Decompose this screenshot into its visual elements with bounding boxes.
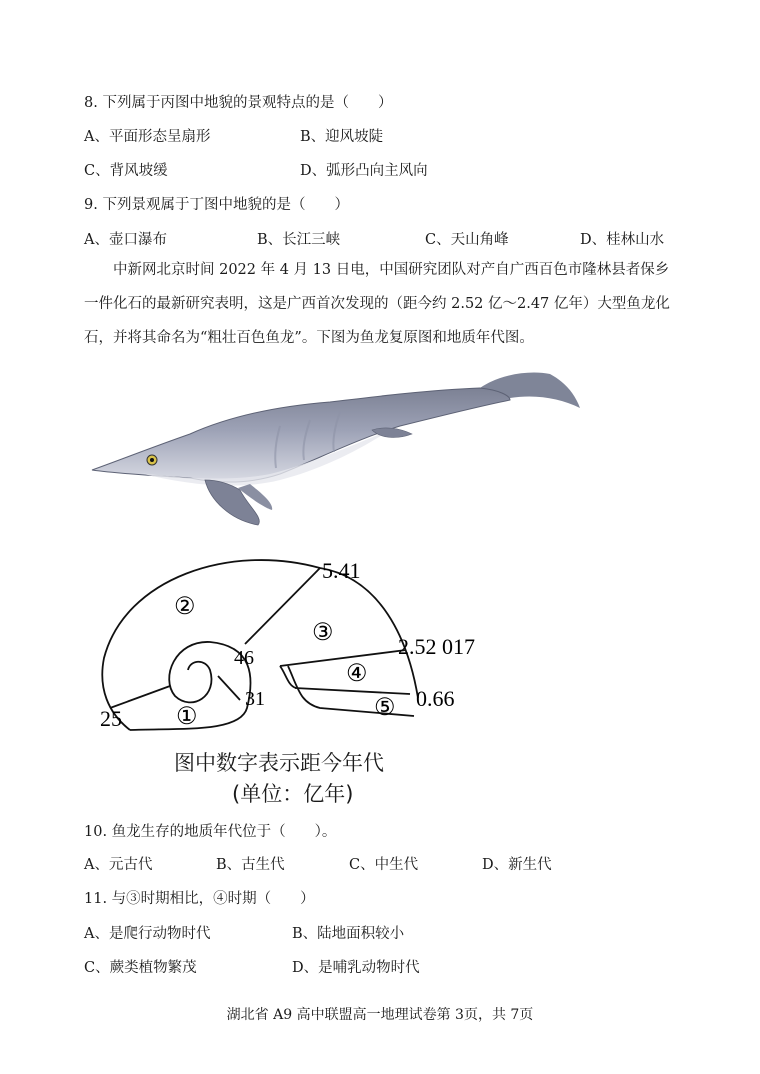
passage-line-2: 一件化石的最新研究表明，这是广西首次发现的（距今约 2.52 亿～2.47 亿年）大型鱼龙化 bbox=[84, 296, 670, 312]
q11-stem: 11. 与③时期相比，④时期（ ） bbox=[84, 891, 315, 907]
label-31: 31 bbox=[245, 688, 265, 710]
page-footer: 湖北省 A9 高中联盟高一地理试卷第 3页，共 7页 bbox=[226, 1007, 534, 1023]
era-1-marker: ① bbox=[176, 704, 198, 730]
boundary-31 bbox=[218, 676, 240, 700]
q10-option-d[interactable]: D、新生代 bbox=[482, 857, 552, 873]
boundary-25 bbox=[110, 686, 170, 708]
q10-option-a[interactable]: A、元古代 bbox=[84, 857, 153, 873]
q10-option-b[interactable]: B、古生代 bbox=[216, 857, 285, 873]
label-46: 46 bbox=[234, 647, 254, 669]
spiral-right-curve bbox=[320, 568, 418, 698]
q9-stem: 9. 下列景观属于丁图中地貌的是（ ） bbox=[84, 197, 349, 213]
q10-stem: 10. 鱼龙生存的地质年代位于（ ）。 bbox=[84, 824, 337, 840]
q11-option-c[interactable]: C、蕨类植物繁茂 bbox=[84, 960, 197, 976]
passage-line-1: 中新网北京时间 2022 年 4 月 13 日电，中国研究团队对产自广西百色市隆林县者保乡 bbox=[84, 262, 670, 278]
passage bbox=[84, 253, 684, 355]
q8-stem: 8. 下列属于丙图中地貌的景观特点的是（ ） bbox=[84, 95, 393, 111]
era-2-marker: ② bbox=[174, 594, 196, 620]
boundary-541 bbox=[245, 568, 320, 644]
label-0-66: 0.66 bbox=[416, 686, 455, 711]
q9-option-a[interactable]: A、壶口瀑布 bbox=[84, 232, 167, 248]
q11-option-a[interactable]: A、是爬行动物时代 bbox=[84, 926, 211, 942]
q9-option-c[interactable]: C、天山角峰 bbox=[425, 232, 509, 248]
ichthyosaur-illustration bbox=[80, 360, 590, 535]
spiral-outer-curve bbox=[102, 560, 320, 730]
q8-option-a[interactable]: A、平面形态呈扇形 bbox=[84, 129, 211, 145]
label-2-52: 2.52 bbox=[398, 634, 437, 659]
q9-option-b[interactable]: B、长江三峡 bbox=[257, 232, 341, 248]
era-4-marker: ④ bbox=[346, 661, 368, 687]
label-017: 017 bbox=[442, 634, 475, 659]
q8-option-c[interactable]: C、背风坡缓 bbox=[84, 163, 168, 179]
boundary-252 bbox=[280, 650, 406, 666]
q9-option-d[interactable]: D、桂林山水 bbox=[580, 232, 665, 248]
era-3-marker: ③ bbox=[312, 620, 334, 646]
label-5-41: 5.41 bbox=[322, 558, 361, 583]
passage-line-3: 石，并将其命名为“粗壮百色鱼龙”。下图为鱼龙复原图和地质年代图。 bbox=[84, 330, 534, 346]
geologic-time-spiral bbox=[90, 548, 480, 738]
diagram-unit: (单位：亿年) bbox=[232, 782, 354, 806]
boundary-4-5-top bbox=[295, 688, 410, 694]
label-25: 25 bbox=[100, 706, 122, 731]
q8-option-b[interactable]: B、迎风坡陡 bbox=[300, 129, 384, 145]
era-5-marker: ⑤ bbox=[374, 695, 396, 721]
q11-option-b[interactable]: B、陆地面积较小 bbox=[292, 926, 405, 942]
q11-option-d[interactable]: D、是哺乳动物时代 bbox=[292, 960, 420, 976]
diagram-caption: 图中数字表示距今年代 bbox=[174, 751, 384, 775]
q8-option-d[interactable]: D、弧形凸向主风向 bbox=[300, 163, 428, 179]
q10-option-c[interactable]: C、中生代 bbox=[349, 857, 419, 873]
